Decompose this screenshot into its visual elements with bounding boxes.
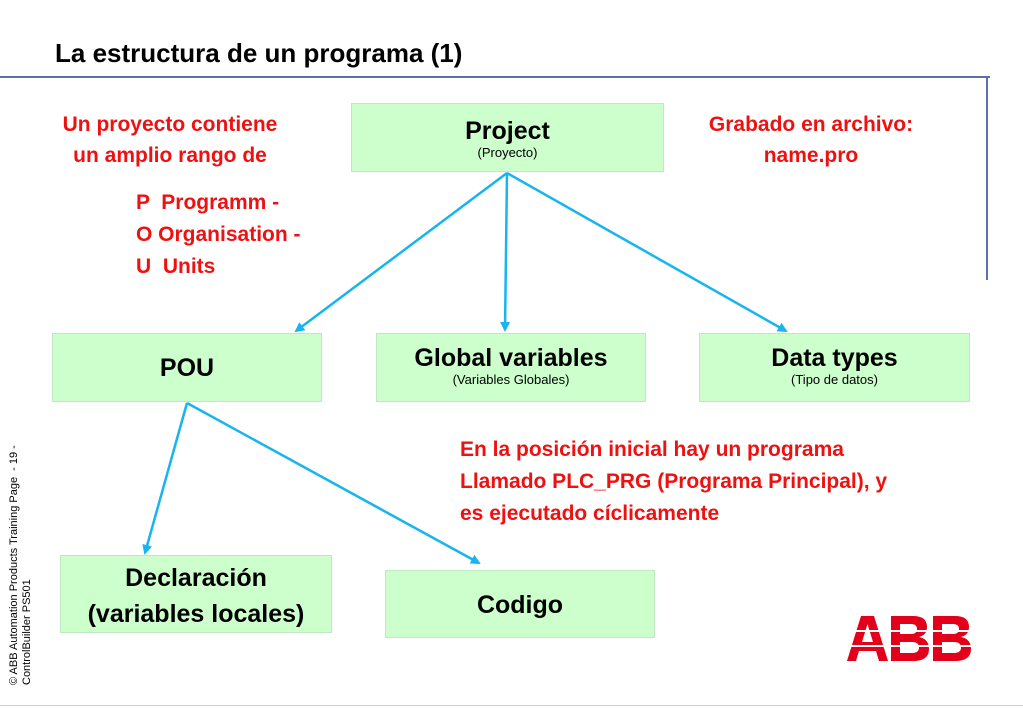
proyecto-note-line1: Un proyecto contiene	[62, 113, 278, 136]
declaracion-node	[60, 555, 332, 633]
arrow-pou-to-codigo	[187, 403, 479, 563]
codigo-label: Codigo	[476, 591, 564, 619]
project-label: Project	[465, 117, 550, 145]
arrow-project-to-data-types	[507, 173, 786, 331]
plc-prg-note-line3: es ejecutado cíclicamente	[460, 502, 720, 525]
global-variables-node	[376, 333, 646, 402]
pou-expansion-line1: P Programm -	[136, 191, 280, 214]
plc-prg-note-line2: Llamado PLC_PRG (Programa Principal), y	[460, 470, 888, 493]
abb-logo	[847, 616, 971, 661]
proyecto-note	[28, 109, 312, 171]
codigo-node	[385, 570, 655, 638]
arrow-project-to-global-variables	[505, 173, 507, 330]
global-variables-sublabel: (Variables Globales)	[452, 372, 570, 387]
archivo-note-line2: name.pro	[763, 144, 859, 167]
data-types-sublabel: (Tipo de datos)	[791, 372, 878, 387]
archivo-note-line1: Grabado en archivo:	[708, 113, 914, 136]
pou-label: POU	[159, 354, 215, 382]
footer-copyright	[8, 445, 34, 685]
data-types-label: Data types	[771, 344, 898, 372]
pou-node	[52, 333, 322, 402]
declaracion-label-line2: (variables locales)	[87, 600, 305, 628]
arrow-pou-to-declaracion	[145, 403, 187, 553]
archivo-note	[664, 109, 958, 171]
arrow-project-to-pou	[296, 173, 507, 331]
global-variables-label: Global variables	[414, 344, 608, 372]
pou-expansion-line2: O Organisation -	[136, 223, 301, 246]
proyecto-note-line2: un amplio rango de	[73, 144, 267, 167]
page-title: La estructura de un programa (1)	[55, 38, 463, 68]
footer-line2: ControlBuilder PS501	[21, 579, 33, 685]
project-node	[351, 103, 664, 172]
plc-prg-note	[460, 434, 887, 530]
plc-prg-note-line1: En la posición inicial hay un programa	[460, 438, 844, 461]
project-sublabel: (Proyecto)	[477, 145, 538, 160]
pou-expansion-line3: U Units	[136, 255, 216, 278]
footer-line1: © ABB Automation Products Training Page - 19 -	[8, 445, 20, 685]
declaracion-label-line1: Declaración	[125, 564, 267, 592]
data-types-node	[699, 333, 970, 402]
pou-expansion-note	[136, 187, 301, 283]
